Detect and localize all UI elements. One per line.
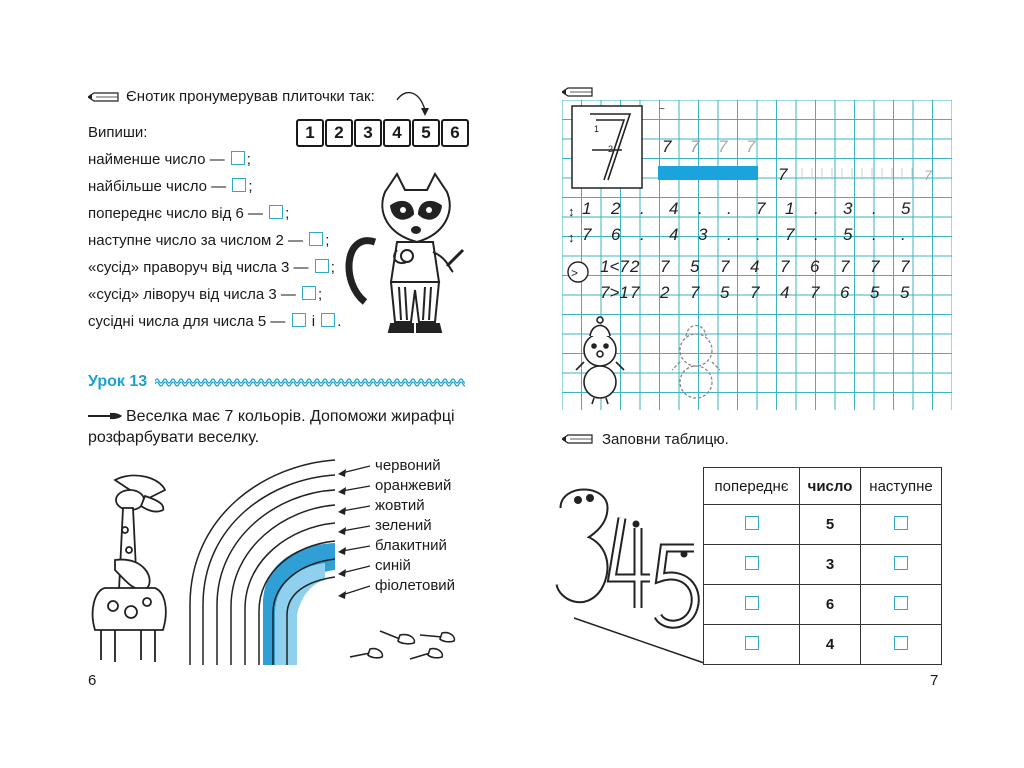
brush-icon <box>88 411 122 421</box>
compare-glyph: 7 <box>900 257 910 276</box>
write-label: Випиши: <box>88 124 148 141</box>
rainbow-color-label: синій <box>375 557 411 574</box>
answer-box[interactable] <box>321 313 335 327</box>
answer-box[interactable] <box>894 516 908 530</box>
svg-text:7: 7 <box>662 137 672 156</box>
page-number-right: 7 <box>930 672 939 689</box>
answer-box[interactable] <box>894 596 908 610</box>
exercise-line: найменше число — ; <box>88 151 251 168</box>
number-tile: 2 <box>325 119 353 147</box>
compare-glyph: 7 <box>840 257 850 276</box>
table-number-cell: 5 <box>800 505 861 545</box>
grid-digit: 7 <box>785 225 795 244</box>
svg-text:2: 2 <box>608 144 614 154</box>
compare-glyph: 7 <box>720 257 730 276</box>
exercise-line: наступне число за числом 2 — ; <box>88 232 330 249</box>
grid-digit: 4 <box>669 225 679 244</box>
svg-text:~: ~ <box>659 104 665 115</box>
task2-line2: розфарбувати веселку. <box>88 429 260 446</box>
header-number: число <box>800 468 861 505</box>
compare-glyph: 1<7 <box>600 257 629 276</box>
compare-glyph: 5 <box>900 283 910 302</box>
grid-digit: 7 <box>582 225 592 244</box>
answer-box[interactable] <box>292 313 306 327</box>
rainbow-color-label: зелений <box>375 517 432 534</box>
table-number-cell: 4 <box>800 625 861 665</box>
compare-glyph: 7 <box>750 283 760 302</box>
grid-digit: 3 <box>698 225 708 244</box>
table-row <box>704 545 942 585</box>
answer-box[interactable] <box>745 556 759 570</box>
table-row <box>704 505 942 545</box>
grid-digit: 1 <box>785 199 795 218</box>
raccoon-illustration <box>335 172 470 337</box>
svg-text:7: 7 <box>718 137 728 156</box>
brushes-icon <box>350 625 460 665</box>
grid-digit: . <box>756 225 761 244</box>
number-tile: 1 <box>296 119 324 147</box>
task-table-intro: Заповни таблицю. <box>602 431 729 448</box>
grid-digit: 5 <box>843 225 853 244</box>
task1-intro: Єнотик пронумерував плиточки так: <box>126 88 375 105</box>
svg-text:7: 7 <box>746 137 756 156</box>
answer-box[interactable] <box>745 596 759 610</box>
lesson-title: Урок 13 <box>88 373 148 390</box>
rainbow-color-label: блакитний <box>375 537 447 554</box>
pointer-arrow-icon <box>395 88 435 120</box>
answer-box[interactable] <box>894 556 908 570</box>
answer-box[interactable] <box>231 151 245 165</box>
svg-text:1: 1 <box>594 124 600 134</box>
grid-digit: 6 <box>611 225 621 244</box>
rainbow-color-label: жовтий <box>375 497 425 514</box>
numbers-characters-illustration <box>554 488 709 668</box>
table-number-cell: 6 <box>800 585 861 625</box>
svg-text:↕: ↕ <box>568 204 575 219</box>
compare-glyph: 4 <box>750 257 760 276</box>
compare-glyph: 7 <box>780 257 790 276</box>
table-header-row <box>704 468 942 505</box>
giraffe-illustration <box>75 470 185 670</box>
compare-glyph: 7 <box>870 257 880 276</box>
answer-box[interactable] <box>315 259 329 273</box>
pencil-icon <box>88 92 122 102</box>
header-next: наступне <box>861 468 942 505</box>
number-tile: 6 <box>441 119 469 147</box>
compare-glyph: 4 <box>780 283 790 302</box>
answer-box[interactable] <box>745 516 759 530</box>
pencil-icon <box>562 87 596 97</box>
rainbow-color-label: фіолетовий <box>375 577 456 594</box>
exercise-line: «сусід» ліворуч від числа 3 — ; <box>88 286 323 303</box>
grid-digit: 5 <box>901 199 911 218</box>
svg-text:>: > <box>571 266 579 280</box>
compare-glyph: 2 <box>630 257 640 276</box>
compare-glyph: 6 <box>840 283 850 302</box>
exercise-line: попереднє число від 6 — ; <box>88 205 290 222</box>
grid-digit: 3 <box>843 199 853 218</box>
compare-glyph: 7 <box>630 283 640 302</box>
grid-digit: 1 <box>582 199 592 218</box>
grid-digit: . <box>698 199 703 218</box>
compare-glyph: 2 <box>660 283 670 302</box>
grid-digit: . <box>640 199 645 218</box>
rainbow-color-label: оранжевий <box>375 477 452 494</box>
pencil-icon <box>562 434 596 444</box>
grid-digit: . <box>727 225 732 244</box>
header-previous: попереднє <box>704 468 800 505</box>
answer-box[interactable] <box>302 286 316 300</box>
number-tile: 3 <box>354 119 382 147</box>
page-number-left: 6 <box>88 672 97 689</box>
compare-glyph: 7 <box>690 283 700 302</box>
grid-digit: . <box>640 225 645 244</box>
exercise-line: сусідні числа для числа 5 — і . <box>88 313 342 330</box>
compare-glyph: 5 <box>690 257 700 276</box>
compare-glyph: 6 <box>810 257 820 276</box>
exercise-line: «сусід» праворуч від числа 3 — ; <box>88 259 335 276</box>
grid-digit: . <box>814 225 819 244</box>
grid-digit: 7 <box>756 199 766 218</box>
answer-box[interactable] <box>309 232 323 246</box>
grid-digit: . <box>727 199 732 218</box>
svg-text:7: 7 <box>690 137 700 156</box>
grid-digit: . <box>872 199 877 218</box>
compare-glyph: 7 <box>810 283 820 302</box>
rainbow-label-arrows <box>330 455 375 610</box>
neighbor-numbers-table <box>703 467 942 665</box>
table-number-cell: 3 <box>800 545 861 585</box>
compare-glyph: 5 <box>870 283 880 302</box>
task2-line1: Веселка має 7 кольорів. Допоможи жирафці <box>126 408 455 425</box>
svg-text:7: 7 <box>924 167 932 183</box>
svg-text:7: 7 <box>778 165 788 184</box>
grid-digit: . <box>814 199 819 218</box>
number-tile: 4 <box>383 119 411 147</box>
compare-glyph: 7 <box>660 257 670 276</box>
exercise-line: найбільше число — ; <box>88 178 253 195</box>
copybook-grid <box>562 100 952 410</box>
grid-digit: . <box>901 225 906 244</box>
svg-text:↕: ↕ <box>568 230 575 245</box>
number-tile: 5 <box>412 119 440 147</box>
lesson-divider <box>155 374 465 388</box>
table-row <box>704 625 942 665</box>
answer-box[interactable] <box>269 205 283 219</box>
answer-box[interactable] <box>894 636 908 650</box>
compare-glyph: 7>1 <box>600 283 629 302</box>
grid-digit: 2 <box>611 199 621 218</box>
answer-box[interactable] <box>232 178 246 192</box>
answer-box[interactable] <box>745 636 759 650</box>
rainbow-color-label: червоний <box>375 457 441 474</box>
grid-digit: 4 <box>669 199 679 218</box>
table-row <box>704 585 942 625</box>
grid-digit: . <box>872 225 877 244</box>
compare-glyph: 5 <box>720 283 730 302</box>
